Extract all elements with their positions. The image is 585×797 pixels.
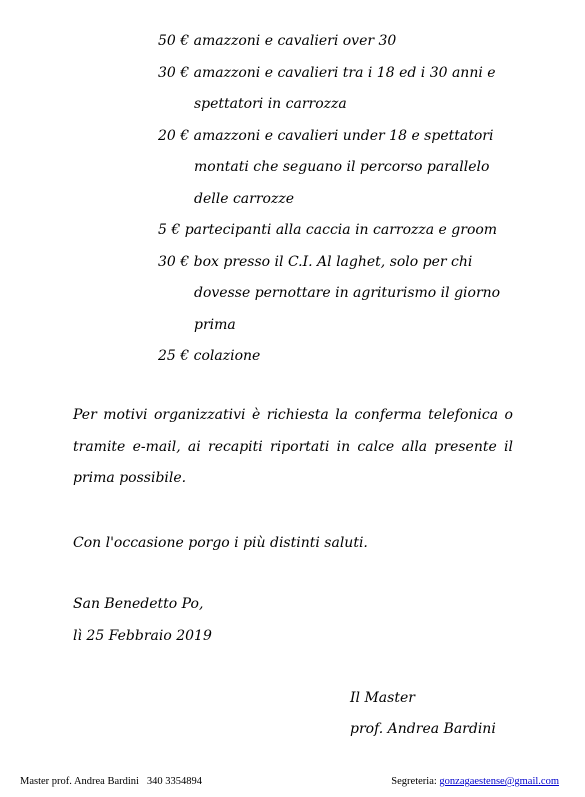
signature-name: prof. Andrea Bardini [350,721,496,737]
fee-line: montati che seguano il percorso parallelo [194,159,490,175]
fee-line: 50 € amazzoni e cavalieri over 30 [158,33,397,49]
date: lì 25 Febbraio 2019 [73,627,212,644]
fee-line: 30 € box presso il C.I. Al laghet, solo per chi [158,253,473,270]
fee-item [158,58,518,121]
footer-secretary [391,776,559,787]
fee-line: prima [194,316,236,333]
footer-contact: Master prof. Andrea Bardini 340 3354894 [20,776,202,787]
fee-item [158,121,518,216]
fee-line: dovesse pernottare in agriturismo il giorno [194,285,501,301]
fee-line: 30 € amazzoni e cavalieri tra i 18 ed i 30 anni e [158,64,496,81]
footer-email-link[interactable]: gonzagaestense@gmail.com [439,776,559,787]
fee-item [158,26,518,58]
footer-secretary-label: Segreteria: [391,776,440,787]
fee-list [158,26,518,373]
place-date [73,589,212,652]
fee-line: delle carrozze [194,190,294,207]
confirmation-paragraph: Per motivi organizzativi è richiesta la conferma telefonica o tramite e-mail, ai recapiti riportati in calce alla presente il prima possibile. [73,407,513,486]
footer [20,776,559,787]
fee-line: 20 € amazzoni e cavalieri under 18 e spettatori [158,127,494,144]
fee-line: spettatori in carrozza [194,96,347,112]
closing-paragraph: Con l'occasione porgo i più distinti saluti. [73,535,368,551]
signature-title: Il Master [350,690,415,706]
fee-line: 25 € colazione [158,348,261,364]
fee-item [158,341,518,373]
place: San Benedetto Po, [73,596,204,612]
signature-block [350,683,496,745]
fee-item [158,247,518,342]
fee-line: 5 € partecipanti alla caccia in carrozza e groom [158,222,498,238]
fee-item [158,215,518,247]
